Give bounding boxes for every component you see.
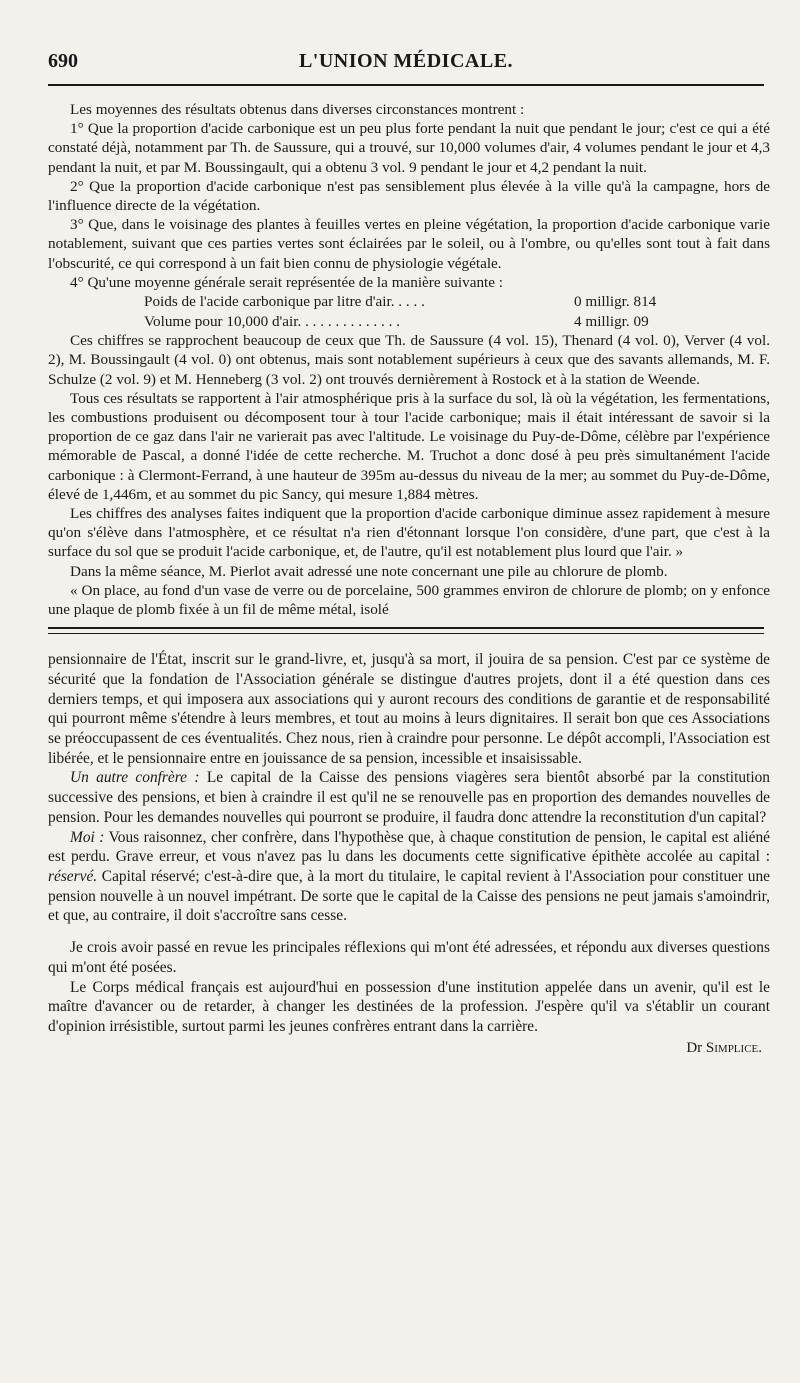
paragraph: Les moyennes des résultats obtenus dans diverses circonstances montrent :	[70, 101, 525, 118]
paragraph: « On place, au fond d'un vase de verre ou de porcelaine, 500 grammes environ de chlorure de plomb; on y enfonce une plaque de plomb fixée à un fil de même métal, isolé	[48, 581, 770, 619]
paragraph: Les chiffres des analyses faites indiquent que la proportion d'acide carbonique diminue assez rapidement à mesure qu'on s'élève dans l'atmosphère, et ce résultat n'a rien d'étonnant lorsque l'on considère, d'une part, que c'est à la surface du sol que se produit l'acide carbonique, et, de l'autre, qu'il est notablement plus lourd que l'air. »	[48, 505, 770, 561]
spacer	[48, 926, 770, 938]
paragraph	[48, 828, 770, 927]
signature-prefix: Dr	[686, 1039, 703, 1056]
paragraph	[48, 768, 770, 827]
page-header	[48, 44, 764, 86]
paragraph: 4° Qu'une moyenne générale serait représentée de la manière suivante :	[70, 273, 504, 291]
paragraph-text: Vous raisonnez, cher confrère, dans l'hypothèse que, à chaque constitution de pension, le capital est aliéné est perdu. Grave erreur, et vous n'avez pas lu dans les documents cette significative épithète accolée au capital :	[48, 828, 770, 866]
speaker-label: Un autre confrère :	[70, 769, 200, 787]
article-upper-section	[48, 100, 770, 619]
paragraph: pensionnaire de l'État, inscrit sur le grand-livre, et, jusqu'à sa mort, il jouira de sa pension. C'est par ce système de sécurité que la fondation de l'Association générale se distingue d'autres projets, dont il a été question dans ces derniers temps, et qui imposera aux associations qui y auront recours des conditions de garantie et de responsabilité qui pourront même s'étendre à leurs membres, et tout au moins à leurs dignitaires. Il serait bon que ces Associations se préoccupassent de ces éventualités. Chez nous, rien à craindre pour personne. Le dépôt accompli, l'Association est libérée, et le pensionnaire entre en jouissance de sa pension, incessible et insaisissable.	[48, 651, 770, 767]
speaker-label: Moi :	[70, 828, 105, 846]
data-row-weight	[144, 292, 704, 312]
paragraph: Tous ces résultats se rapportent à l'air atmosphérique pris à la surface du sol, là où la végétation, les fermentations, les combustions produisent ou décomposent tour à tour l'acide carbonique; mais il était intéressant de savoir si la proportion de ce gaz dans l'air ne varierait pas avec l'altitude. Le voisinage du Puy-de-Dôme, célèbre par l'expérience mémorable de Pascal, a donné l'idée de cette recherche. M. Truchot a donc dosé à peu près simultanément l'acide carbonique : à Clermont-Ferrand, à une hauteur de 395m au-dessus du niveau de la mer; au sommet du Puy-de-Dôme, élevé de 1,446m, et au sommet du pic Sancy, qui mesure 1,884 mètres.	[48, 389, 770, 503]
section-divider	[48, 627, 764, 634]
paragraph: 2° Que la proportion d'acide carbonique n'est pas sensiblement plus élevée à la ville qu'à la campagne, hors de l'influence directe de la végétation.	[48, 177, 770, 215]
paragraph: Le Corps médical français est aujourd'hui en possession d'une institution appelée dans un avenir, qu'il est le maître d'avancer ou de retarder, à changer les destinées de la profession. J'espère qu'il va s'établir un courant d'opinion irrésistible, surtout parmi les jeunes confrères entrant dans la carrière.	[48, 978, 770, 1035]
paragraph: 1° Que la proportion d'acide carbonique est un peu plus forte pendant la nuit que pendant le jour; c'est ce qui a été constaté déjà, notamment par Th. de Saussure, qui a trouvé, sur 10,000 volumes d'air, 4 volumes pendant le jour et 4,3 pendant la nuit, et par M. Boussingault, qui a obtenu 3 vol. 9 pendant le jour et 4,2 pendant la nuit.	[48, 120, 770, 176]
paragraph: 3° Que, dans le voisinage des plantes à feuilles vertes en pleine végétation, la proportion d'acide carbonique varie notablement, suivant que ces parties vertes sont éclairées par le soleil, ou à l'ombre, ou qu'elles sont tout à fait dans l'obscurité, ce qui correspond à un fait bien connu de physiologie végétale.	[48, 216, 770, 272]
paragraph: Ces chiffres se rapprochent beaucoup de ceux que Th. de Saussure (4 vol. 15), Thenard (4 vol. 0), Verver (4 vol. 2), M. Boussingault (4 vol. 0) ont obtenus, mais sont notablement supérieurs à ceux que des savants allemands, M. F. Schulze (2 vol. 9) et M. Henneberg (3 vol. 2) ont trouvés dernièrement à Rostock et à la station de Weende.	[48, 332, 770, 388]
data-row-volume	[144, 312, 704, 332]
emphasis: réservé.	[48, 868, 98, 885]
data-row-label: Volume pour 10,000 d'air. . . . . . . . . . . . . .	[144, 312, 400, 330]
paragraph-text: Capital réservé; c'est-à-dire que, à la mort du titulaire, le capital revient à l'Association pour constituer une pension nouvelle à un nouvel impétrant. De sorte que le capital de la Caisse des pensions ne peut jamais s'amoindrir, et que, au contraire, il doit s'accroître sans cesse.	[48, 868, 770, 925]
paragraph: Je crois avoir passé en revue les principales réflexions qui m'ont été adressées, et répondu aux diverses questions qui m'ont été posées.	[48, 939, 770, 976]
feuilleton-section	[48, 650, 770, 1058]
paragraph: Dans la même séance, M. Pierlot avait adressé une note concernant une pile au chlorure de plomb.	[70, 562, 668, 580]
data-row-value: 4 milligr. 09	[574, 312, 649, 330]
paragraph-text: Le capital de la Caisse des pensions viagères sera bientôt absorbé par la constitution successive des pensions, et bien à craindre il est qu'il ne se renouvelle pas en proportion des demandes nouvelles de pension. Pour les demandes nouvelles qui pourront se produire, il faudra donc attendre la reconstitution d'un capital?	[48, 769, 770, 826]
data-row-label: Poids de l'acide carbonique par litre d'air. . . . .	[144, 293, 425, 311]
journal-title: L'UNION MÉDICALE.	[298, 50, 514, 72]
signature	[48, 1039, 762, 1059]
signature-name: Simplice.	[705, 1039, 762, 1056]
page-number: 690	[48, 50, 78, 72]
data-row-value: 0 milligr. 814	[574, 293, 657, 311]
